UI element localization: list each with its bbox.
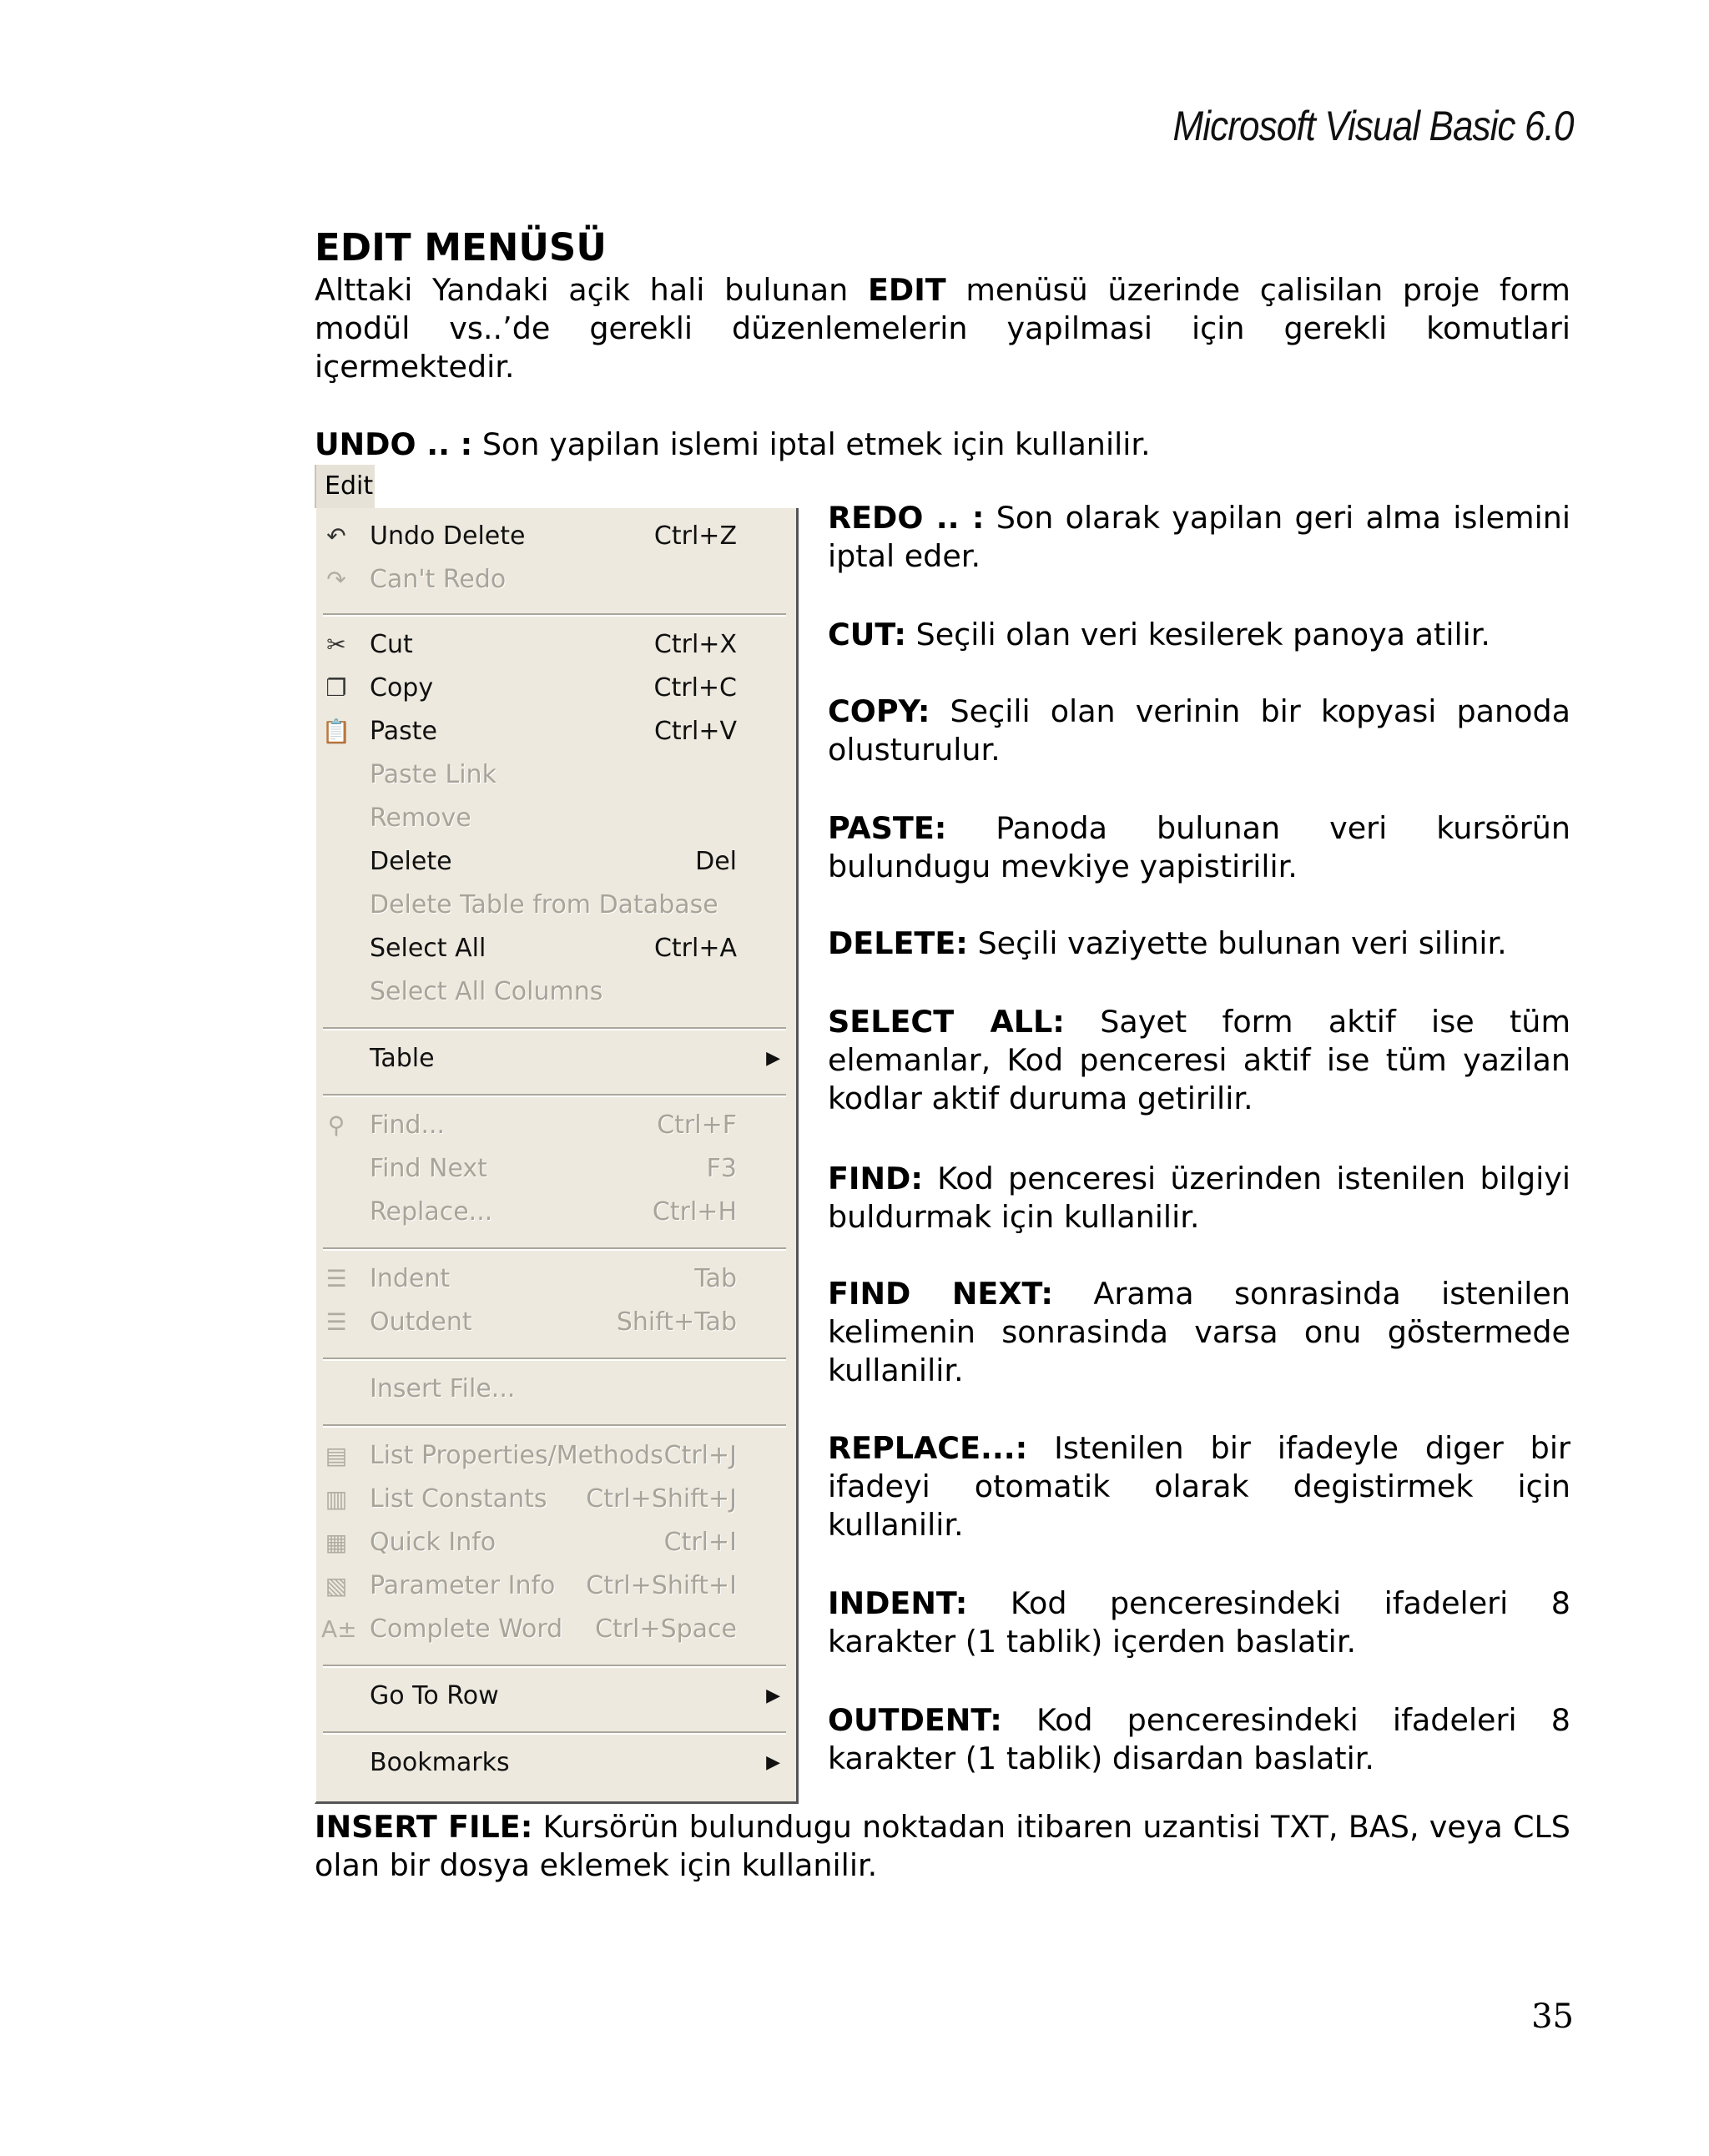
menu-item-shortcut: F3 (706, 1154, 737, 1183)
page-title: EDIT MENÜSÜ (315, 225, 607, 270)
menu-separator (323, 1665, 786, 1668)
insert-file-label: INSERT FILE: (315, 1809, 533, 1845)
menu-separator (323, 1094, 786, 1097)
menu-item-label: Paste (370, 717, 437, 746)
description-text: Sayet form aktif ise tüm elemanlar, Kod penceresi aktif ise tüm yazilan kodlar aktif duruma getirilir. (828, 1004, 1571, 1116)
undo-icon: ↶ (326, 522, 346, 550)
description-text: Istenilen bir ifadeyle diger bir ifadeyi otomatik olarak degistirmek için kullanilir. (828, 1430, 1570, 1543)
menu-item-list-properties-methods[interactable] (316, 1434, 792, 1478)
intro-bold-edit: EDIT (867, 272, 946, 308)
menu-item-label: Table (370, 1044, 435, 1073)
indent-icon: ☰ (325, 1265, 347, 1292)
menu-item-list-constants[interactable] (316, 1478, 792, 1521)
menu-item-shortcut: Ctrl+Space (595, 1614, 737, 1644)
menu-item-label: Find Next (370, 1154, 487, 1183)
menu-item-label: Paste Link (370, 760, 497, 789)
menu-item-shortcut: Tab (694, 1264, 737, 1293)
menu-item-table[interactable] (316, 1037, 792, 1081)
menu-item-label: Undo Delete (370, 521, 526, 551)
description-label: PASTE: (828, 810, 947, 846)
edit-menu-title[interactable]: Edit (315, 465, 375, 508)
menu-item-copy[interactable] (316, 667, 792, 710)
menu-item-delete-table-from-database[interactable] (316, 884, 792, 927)
menu-item-shortcut: Ctrl+V (653, 717, 737, 746)
menu-item-select-all-columns[interactable] (316, 970, 792, 1014)
menu-item-shortcut: Ctrl+F (657, 1111, 737, 1140)
description-text: Seçili olan verinin bir kopyasi panoda olusturulur. (828, 693, 1570, 768)
menu-item-parameter-info[interactable] (316, 1564, 792, 1608)
menu-item-select-all[interactable] (316, 927, 792, 970)
description-find (828, 1160, 1570, 1237)
menu-item-shortcut: Ctrl+J (663, 1441, 737, 1470)
list-properties-icon: ▤ (325, 1442, 348, 1469)
menu-item-shortcut: Ctrl+X (653, 630, 737, 659)
menu-item-insert-file[interactable] (316, 1368, 792, 1411)
description-text: Kod penceresi üzerinden istenilen bilgiyi buldurmak için kullanilir. (828, 1161, 1570, 1235)
menu-item-label: Delete (370, 847, 452, 876)
intro-text-end: menüsü üzerinde çalisilan proje form modül vs..’de gerekli düzenlemelerin yapilmasi için gerekli komutlari içermektedir. (315, 272, 1570, 385)
description-label: CUT: (828, 617, 906, 652)
redo-icon: ↷ (326, 566, 346, 593)
menu-item-label: Outdent (370, 1307, 472, 1337)
menu-separator (323, 1424, 786, 1428)
undo-text: Son yapilan islemi iptal etmek için kullanilir. (472, 426, 1151, 462)
description-label: OUTDENT: (828, 1702, 1002, 1738)
paste-icon: 📋 (321, 718, 351, 745)
description-text: Arama sonrasinda istenilen kelimenin sonrasinda varsa onu göstermede kullanilir. (828, 1276, 1570, 1388)
scissors-icon: ✂ (326, 631, 346, 658)
menu-item-shortcut: Ctrl+C (653, 673, 737, 703)
menu-item-label: Bookmarks (370, 1748, 510, 1777)
menu-item-label: Select All (370, 934, 486, 963)
menu-item-paste[interactable] (316, 710, 792, 753)
description-copy (828, 693, 1570, 769)
undo-description (315, 426, 1570, 464)
description-label: REDO .. : (828, 500, 985, 536)
description-text: Seçili olan veri kesilerek panoya atilir. (905, 617, 1491, 652)
menu-item-shortcut: Shift+Tab (616, 1307, 737, 1337)
menu-item-replace[interactable] (316, 1191, 792, 1234)
menu-separator (323, 1027, 786, 1030)
menu-item-go-to-row[interactable] (316, 1675, 792, 1718)
menu-item-outdent[interactable] (316, 1301, 792, 1344)
menu-item-label: Complete Word (370, 1614, 563, 1644)
description-label: SELECT ALL: (828, 1004, 1065, 1040)
menu-item-label: Can't Redo (370, 565, 507, 594)
submenu-arrow-icon: ▶ (766, 1752, 780, 1773)
submenu-arrow-icon: ▶ (766, 1048, 780, 1069)
menu-item-shortcut: Ctrl+Shift+I (586, 1571, 737, 1600)
menu-item-label: Insert File... (370, 1374, 516, 1403)
menu-item-label: Copy (370, 673, 434, 703)
description-replace (828, 1429, 1570, 1544)
page-number: 35 (1531, 1997, 1574, 2036)
edit-menu-screenshot (315, 465, 799, 1804)
menu-separator (323, 1358, 786, 1361)
menu-item-label: Quick Info (370, 1528, 497, 1557)
copy-icon: ❐ (325, 674, 347, 702)
menu-item-quick-info[interactable] (316, 1521, 792, 1564)
menu-item-find-next[interactable] (316, 1147, 792, 1191)
description-text: Panoda bulunan veri kursörün bulundugu mevkiye yapistirilir. (828, 810, 1570, 884)
description-redo (828, 499, 1570, 576)
submenu-arrow-icon: ▶ (766, 1685, 780, 1706)
menu-item-label: Parameter Info (370, 1571, 556, 1600)
menu-separator (323, 1247, 786, 1251)
description-indent (828, 1584, 1570, 1661)
menu-item-delete[interactable] (316, 840, 792, 884)
menu-item-label: Select All Columns (370, 977, 603, 1006)
menu-item-shortcut: Ctrl+A (653, 934, 737, 963)
parameter-info-icon: ▧ (325, 1572, 348, 1599)
description-label: COPY: (828, 693, 930, 729)
edit-menu-dropdown (315, 508, 799, 1804)
running-header: Microsoft Visual Basic 6.0 (1172, 103, 1574, 149)
description-text: Seçili vaziyette bulunan veri silinir. (967, 925, 1507, 961)
undo-label: UNDO .. : (315, 426, 473, 462)
description-label: INDENT: (828, 1585, 968, 1621)
menu-item-label: Find... (370, 1111, 446, 1140)
description-label: FIND: (828, 1161, 923, 1196)
description-text: Kod penceresindeki ifadeleri 8 karakter (1 tablik) içerden baslatir. (828, 1585, 1570, 1660)
description-label: DELETE: (828, 925, 968, 961)
menu-item-remove[interactable] (316, 797, 792, 840)
menu-item-label: Remove (370, 803, 471, 833)
intro-text-start: Alttaki Yandaki açik hali bulunan (315, 272, 868, 308)
description-outdent (828, 1701, 1570, 1778)
menu-item-label: Cut (370, 630, 413, 659)
menu-item-complete-word[interactable] (316, 1608, 792, 1651)
description-paste (828, 809, 1570, 886)
menu-item-label: Replace... (370, 1197, 493, 1227)
menu-item-shortcut: Ctrl+Z (653, 521, 737, 551)
description-delete (828, 924, 1570, 963)
menu-separator (323, 613, 786, 617)
intro-paragraph (315, 271, 1570, 386)
menu-item-shortcut: Ctrl+I (663, 1528, 737, 1557)
menu-separator (323, 1731, 786, 1735)
menu-item-indent[interactable] (316, 1257, 792, 1301)
complete-word-icon: A± (321, 1615, 357, 1643)
menu-item-bookmarks[interactable] (316, 1741, 792, 1785)
menu-item-label: Go To Row (370, 1681, 499, 1710)
description-text: Kod penceresindeki ifadeleri 8 karakter (1 tablik) disardan baslatir. (828, 1702, 1570, 1776)
description-cut (828, 616, 1570, 654)
menu-item-label: List Constants (370, 1484, 547, 1514)
menu-item-shortcut: Del (695, 847, 737, 876)
quick-info-icon: ▦ (325, 1529, 348, 1556)
menu-item-label: Delete Table from Database (370, 890, 718, 919)
menu-item-paste-link[interactable] (316, 753, 792, 797)
outdent-icon: ☰ (325, 1308, 347, 1336)
description-label: REPLACE...: (828, 1430, 1028, 1466)
menu-item-shortcut: Ctrl+Shift+J (586, 1484, 737, 1514)
menu-item-undo-delete[interactable] (316, 515, 792, 558)
description-select-all (828, 1003, 1570, 1118)
description-label: FIND NEXT: (828, 1276, 1053, 1312)
menu-item-label: List Properties/Methods (370, 1441, 663, 1470)
insert-file-text: Kursörün bulundugu noktadan itibaren uzantisi TXT, BAS, veya CLS olan bir dosya eklemek için kullanilir. (315, 1809, 1570, 1883)
menu-item-shortcut: Ctrl+H (652, 1197, 737, 1227)
description-find-next (828, 1275, 1570, 1390)
menu-item-cut[interactable] (316, 623, 792, 667)
description-text: Son olarak yapilan geri alma islemini iptal eder. (828, 500, 1570, 574)
binoculars-icon: ⚲ (327, 1111, 345, 1139)
menu-item-label: Indent (370, 1264, 451, 1293)
menu-item-can-t-redo[interactable] (316, 558, 792, 602)
insert-file-description (315, 1808, 1570, 1885)
menu-item-find[interactable] (316, 1104, 792, 1147)
list-constants-icon: ▥ (325, 1485, 348, 1513)
